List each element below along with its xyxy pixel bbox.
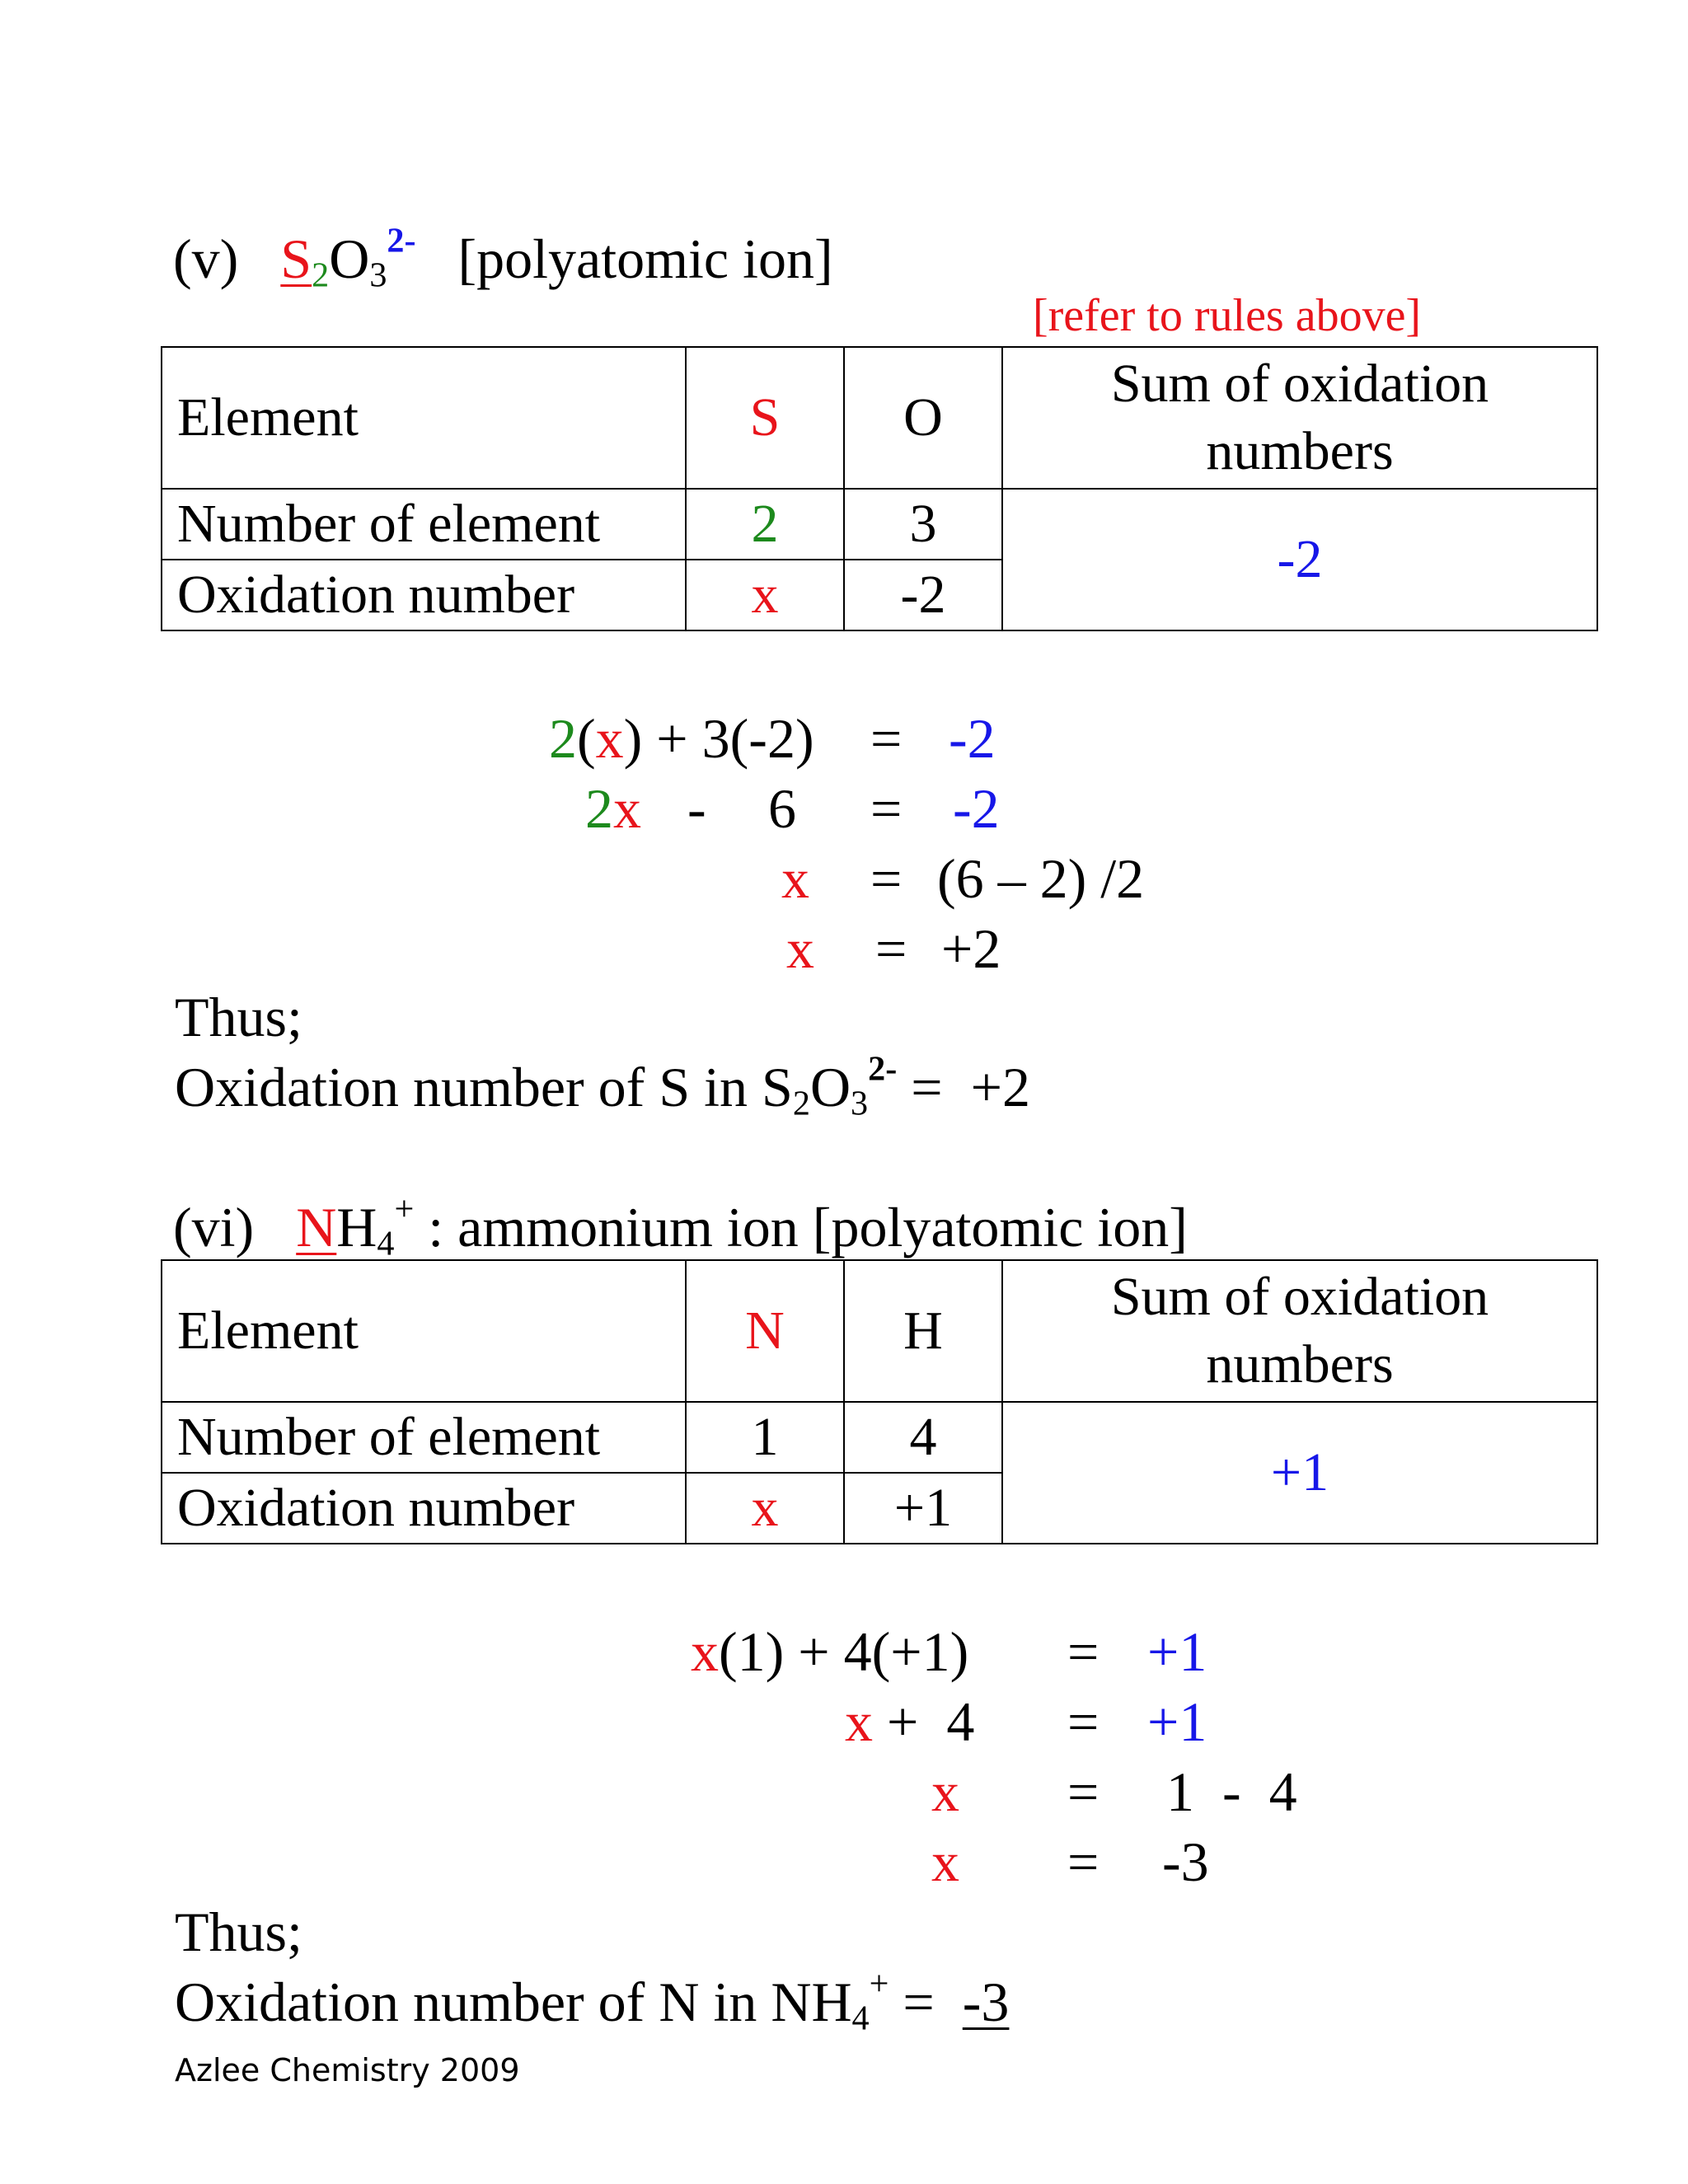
oxidation-table-vi — [161, 1259, 1598, 1544]
work-v-line2-six: 6 — [768, 777, 796, 840]
result-vi-value: -3 — [962, 1971, 1010, 2033]
work-vi-line4-x: x — [931, 1830, 959, 1893]
section-vi-numeral: (vi) — [173, 1196, 255, 1258]
oxidation-s-cell: x — [686, 560, 844, 630]
formula-oxygen-subscript: 3 — [369, 255, 387, 295]
section-v-note: [polyatomic ion] — [457, 227, 833, 290]
row-label-oxidation: Oxidation number — [162, 1473, 686, 1544]
formula-charge-plus: + — [394, 1189, 415, 1229]
sum-value-cell: +1 — [1002, 1402, 1597, 1544]
formula-hydrogen: H — [336, 1196, 377, 1258]
work-vi-line3-result: 1 - 4 — [1166, 1760, 1297, 1823]
thus-vi: Thus; — [175, 1900, 302, 1963]
sum-header-cell: Sum of oxidation numbers — [1002, 1260, 1597, 1402]
thus-v: Thus; — [175, 986, 302, 1048]
number-n-cell: 1 — [686, 1402, 844, 1473]
element-o-cell: O — [844, 347, 1002, 489]
formula-nitrogen: N — [296, 1196, 337, 1258]
work-v-line3-result: (6 – 2) /2 — [937, 847, 1145, 910]
section-vi-note: : ammonium ion [polyatomic ion] — [414, 1196, 1188, 1258]
work-vi-line1-equals: = — [1067, 1620, 1100, 1683]
work-v-line1-equals: = — [870, 707, 903, 770]
number-s-cell: 2 — [686, 489, 844, 560]
formula-sulfur: S — [280, 227, 312, 290]
number-o-cell: 3 — [844, 489, 1002, 560]
work-v-line2-equals: = — [870, 777, 903, 840]
work-vi-line2: x + 4 — [845, 1690, 975, 1753]
work-v-line3-equals: = — [870, 847, 903, 910]
row-label-number: Number of element — [162, 1402, 686, 1473]
row-label-oxidation: Oxidation number — [162, 560, 686, 630]
section-v-numeral: (v) — [173, 227, 239, 290]
sum-value-cell: -2 — [1002, 489, 1597, 630]
work-v-line2-minus: - — [687, 777, 706, 840]
work-v-line2: 2x — [585, 777, 641, 840]
sum-header-cell: Sum of oxidation numbers — [1002, 347, 1597, 489]
formula-sulfur-subscript: 2 — [312, 255, 330, 295]
result-v: Oxidation number of S in $S_2O_3^{2-} = +2$ — [175, 1049, 1030, 1123]
section-vi-heading — [173, 1189, 1188, 1263]
oxidation-o-cell: -2 — [844, 560, 1002, 630]
work-v-line4-result: +2 — [941, 917, 1001, 980]
work-vi-line3-equals: = — [1067, 1760, 1100, 1823]
formula-oxygen: O — [329, 227, 370, 290]
row-label-element: Element — [162, 1260, 686, 1402]
work-vi-line4-equals: = — [1067, 1830, 1100, 1893]
number-h-cell: 4 — [844, 1402, 1002, 1473]
work-v-line1-result: -2 — [949, 707, 996, 770]
oxidation-h-cell: +1 — [844, 1473, 1002, 1544]
row-label-element: Element — [162, 347, 686, 489]
formula-charge: 2- — [387, 221, 416, 260]
refer-note: [refer to rules above] — [1033, 290, 1422, 341]
element-h-cell: H — [844, 1260, 1002, 1402]
work-v-line1: 2(x) + 3(-2) — [549, 707, 814, 770]
work-v-line2-result: -2 — [953, 777, 1000, 840]
work-vi-line3-x: x — [931, 1760, 959, 1823]
result-vi: Oxidation number of N in $NH_4^+ = -3$ — [175, 1964, 1010, 2038]
oxidation-table-v — [161, 346, 1598, 631]
work-vi-line2-equals: = — [1067, 1690, 1100, 1753]
oxidation-n-cell: x — [686, 1473, 844, 1544]
work-vi-line4-result: -3 — [1162, 1830, 1209, 1893]
formula-hydrogen-subscript: 4 — [377, 1224, 395, 1263]
section-v-heading — [173, 221, 833, 295]
work-vi-line1-result: +1 — [1147, 1620, 1207, 1683]
work-v-line4-x: x — [786, 917, 814, 980]
work-vi-line2-result: +1 — [1147, 1690, 1207, 1753]
work-v-line3-x: x — [781, 847, 809, 910]
work-v-line4-equals: = — [875, 917, 907, 980]
element-n-cell: N — [686, 1260, 844, 1402]
element-s-cell: S — [686, 347, 844, 489]
footer-credit: Azlee Chemistry 2009 — [175, 2052, 520, 2088]
row-label-number: Number of element — [162, 489, 686, 560]
work-vi-line1: x(1) + 4(+1) — [691, 1620, 969, 1683]
